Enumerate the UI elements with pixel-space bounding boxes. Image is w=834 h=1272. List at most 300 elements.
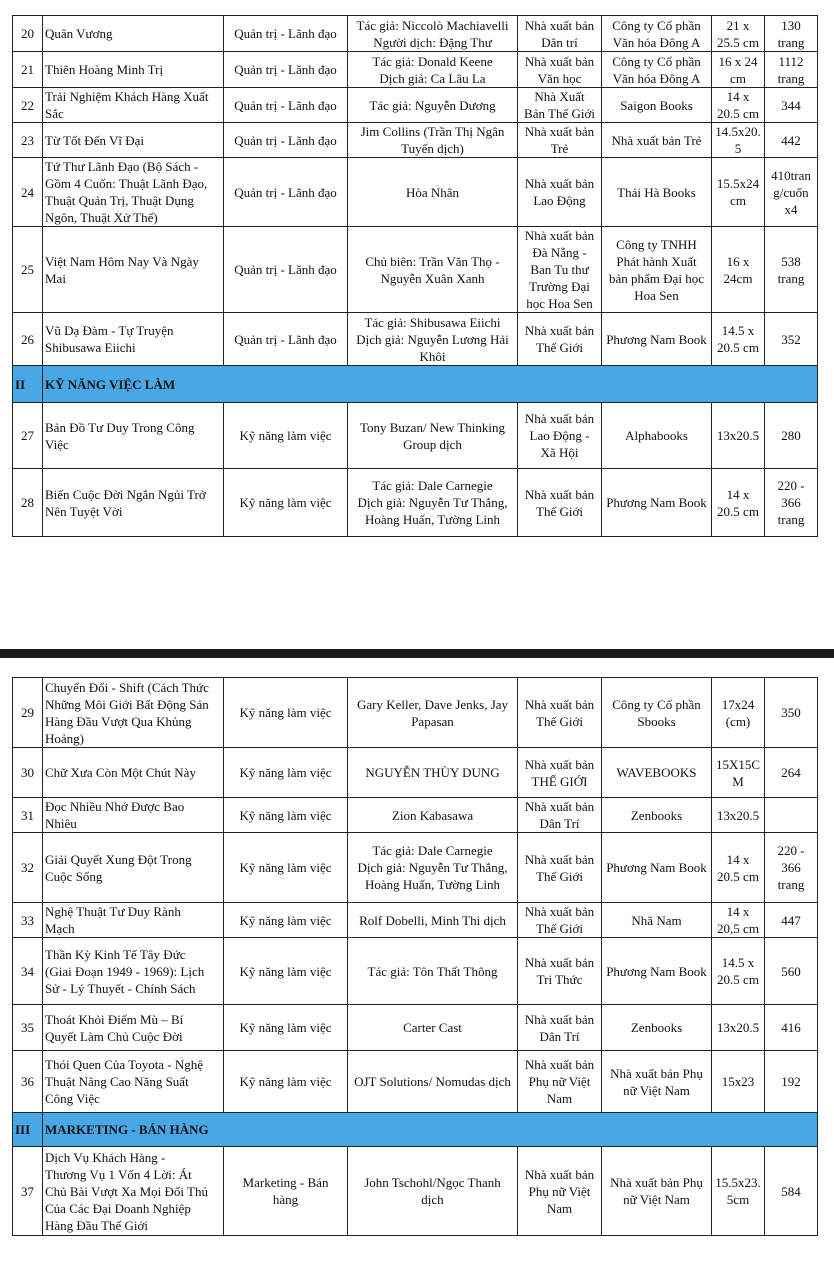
book-size-line: 15X15C [715, 756, 761, 772]
book-distributor-line: Hoa Sen [634, 287, 679, 303]
table-row [13, 88, 818, 123]
book-publisher-cell [518, 1051, 602, 1113]
book-title-line: Chữ Xưa Còn Một Chút Này [45, 765, 196, 780]
book-author-cell [348, 158, 518, 227]
book-size-line: 21 x [726, 17, 750, 33]
book-publisher-line: Xã Hội [540, 445, 579, 460]
book-distributor-line: Văn hóa Đông A [612, 34, 701, 50]
book-publisher-line: Nhà xuất bản [524, 411, 595, 426]
book-title-line: Bản Đồ Tư Duy Trong Công [45, 419, 195, 435]
book-publisher-cell [518, 833, 602, 903]
book-title-line: Chủ Bài Vượt Xa Mọi Đối Thủ [45, 1183, 208, 1199]
book-title-cell [43, 1147, 224, 1236]
book-size-cell [712, 16, 765, 52]
book-title-cell [43, 1051, 224, 1113]
book-pages-line: 366 [781, 495, 801, 510]
book-title-cell [43, 833, 224, 903]
book-author-line: Nguyễn Xuân Xanh [380, 270, 485, 286]
book-title-cell [43, 903, 224, 938]
book-pages-line: trang [777, 512, 805, 527]
book-distributor-cell [602, 123, 712, 158]
book-size-line: 14.5x20. [715, 124, 761, 139]
book-distributor-line: Nhà xuất bản Trẻ [611, 132, 702, 148]
book-author-cell [348, 1005, 518, 1051]
book-category-line: Quản trị - Lãnh đạo [234, 331, 337, 347]
book-publisher-line: Nhà xuất bản [524, 904, 595, 919]
book-publisher-line: Lao Động [533, 193, 586, 208]
book-category-line: Kỹ năng làm việc [239, 963, 332, 979]
book-author-line: Hoàng Huấn, Tường Linh [365, 877, 500, 892]
row-number: 37 [13, 1147, 43, 1236]
book-publisher-line: Dân trí [541, 34, 578, 50]
book-publisher-line: Nhà xuất bản [524, 486, 595, 502]
book-pages-cell [765, 52, 818, 88]
book-pages-cell [765, 938, 818, 1005]
book-publisher-line: Phụ nữ Việt [528, 1074, 591, 1089]
book-publisher-cell [518, 158, 602, 227]
book-title-line: Thoát Khỏi Điểm Mù – Bí [45, 1011, 184, 1027]
book-pages-line: trang [777, 70, 805, 86]
book-category-line: Kỹ năng làm việc [239, 765, 332, 780]
book-size-cell [712, 158, 765, 227]
book-pages-line: trang [777, 270, 805, 286]
book-size-line: 13x20.5 [716, 807, 760, 823]
book-title-line: Hàng Đầu Vượt Qua Khủng [45, 713, 192, 729]
book-distributor-cell [602, 833, 712, 903]
book-author-cell [348, 678, 518, 748]
book-category-line: Quản trị - Lãnh đạo [234, 97, 337, 113]
book-distributor-cell [602, 313, 712, 366]
book-publisher-line: Nhà Xuất [534, 89, 585, 104]
book-pages-line: 416 [781, 1020, 801, 1035]
book-title-line: Tứ Thư Lãnh Đạo (Bộ Sách - [45, 159, 199, 174]
book-size-line: cm [730, 70, 746, 86]
book-title-line: (Giai Đoạn 1949 - 1969): Lịch [45, 963, 205, 979]
book-size-line: 15x23 [721, 1074, 755, 1089]
book-publisher-line: Nhà xuất bản [524, 955, 595, 970]
book-category-cell [224, 938, 348, 1005]
book-pages-cell [765, 158, 818, 227]
book-distributor-line: Nhã Nam [631, 912, 682, 928]
book-publisher-line: Nhà xuất bản [524, 228, 595, 243]
book-pages-line: 447 [781, 912, 801, 928]
book-title-line: Hàng Đầu Thế Giới [45, 1217, 149, 1233]
book-author-line: Dịch giả: Nguyễn Lương Hải [356, 331, 509, 347]
book-author-line: Tác giả: Shibusawa Eiichi [364, 314, 501, 330]
book-author-line: NGUYỄN THÙY DUNG [365, 765, 500, 780]
book-size-line: 16 x 24 [718, 53, 758, 69]
book-distributor-cell [602, 52, 712, 88]
book-size-line: 14.5 x [721, 955, 755, 970]
book-size-line: 14 x [726, 89, 750, 104]
book-size-line: 5cm [726, 1192, 750, 1207]
book-category-line: Kỹ năng làm việc [239, 1074, 332, 1089]
book-pages-line: 192 [781, 1074, 801, 1089]
section-header-row [13, 1113, 818, 1147]
book-category-cell [224, 88, 348, 123]
book-title-line: Sắc [45, 106, 64, 121]
book-title-line: Quân Vương [45, 26, 113, 41]
book-category-line: hàng [272, 1192, 299, 1207]
table-body [13, 678, 818, 1236]
book-distributor-cell [602, 748, 712, 798]
book-distributor-cell [602, 1147, 712, 1236]
book-distributor-line: Zenbooks [630, 807, 683, 823]
book-author-line: Group dịch [403, 436, 462, 452]
book-pages-line: x4 [784, 201, 798, 217]
book-author-line: Khôi [419, 348, 446, 364]
book-pages-line: g/cuốn [773, 184, 809, 200]
book-category-line: Kỹ năng làm việc [239, 705, 332, 720]
book-size-cell [712, 798, 765, 833]
book-author-line: Tác giả: Nguyễn Dương [369, 97, 496, 113]
book-publisher-line: Lao Động - [529, 428, 590, 443]
book-title-cell [43, 798, 224, 833]
book-pages-line: 350 [781, 705, 801, 720]
book-author-line: Chủ biên: Trần Văn Thọ - [365, 253, 500, 269]
row-number: 21 [13, 52, 43, 88]
book-distributor-line: Phương Nam Book [606, 495, 707, 510]
book-size-line: 15.5x24 [716, 176, 760, 191]
book-title-line: Biến Cuộc Đời Ngắn Ngủi Trở [45, 486, 206, 502]
section-number: III [13, 1113, 43, 1147]
book-author-cell [348, 903, 518, 938]
book-size-cell [712, 678, 765, 748]
book-category-line: Kỹ năng làm việc [239, 807, 332, 823]
book-category-cell [224, 678, 348, 748]
book-publisher-line: Nhà xuất bản [524, 323, 595, 338]
book-title-line: Nhiêu [45, 816, 77, 831]
book-category-cell [224, 403, 348, 469]
book-author-line: Hòa Nhân [405, 184, 460, 200]
book-title-line: Của Các Đại Doanh Nghiệp [45, 1200, 191, 1216]
table-row [13, 469, 818, 537]
book-size-line: 20.5 cm [717, 503, 759, 519]
book-publisher-line: Đà Nẵng - [532, 245, 587, 260]
book-size-cell [712, 903, 765, 938]
book-title-cell [43, 938, 224, 1005]
book-author-line: Gary Keller, Dave Jenks, Jay [356, 696, 509, 712]
section-title: KỸ NĂNG VIỆC LÀM [43, 366, 818, 403]
book-publisher-line: Dân Trí [539, 1028, 580, 1044]
book-title-cell [43, 158, 224, 227]
book-pages-line: 560 [781, 963, 801, 979]
book-size-line: 14 x [726, 904, 750, 919]
book-title-line: Cuộc Sống [45, 868, 103, 884]
book-title-line: Thiên Hoàng Minh Trị [45, 62, 164, 77]
book-distributor-line: Phát hành Xuất [616, 253, 697, 269]
row-number: 20 [13, 16, 43, 52]
book-distributor-line: Công ty Cổ phần [612, 17, 701, 33]
book-pages-line: trang [777, 877, 805, 892]
row-number: 30 [13, 748, 43, 798]
book-size-line: 15.5x23. [715, 1175, 761, 1190]
book-distributor-line: Văn hóa Đông A [612, 70, 701, 86]
book-pages-cell [765, 748, 818, 798]
book-author-line: OJT Solutions/ Nomudas dịch [354, 1074, 511, 1089]
book-title-line: Vũ Dạ Đàm - Tự Truyện [45, 323, 174, 338]
table-row [13, 678, 818, 748]
book-author-line: Jim Collins (Trần Thị Ngân [360, 124, 505, 139]
book-title-cell [43, 1005, 224, 1051]
book-author-cell [348, 313, 518, 366]
book-distributor-cell [602, 227, 712, 313]
book-title-line: Thói Quen Của Toyota - Nghệ [45, 1057, 204, 1072]
book-title-line: Gồm 4 Cuốn: Thuật Lãnh Đạo, [45, 176, 208, 191]
book-title-line: Công Việc [45, 1091, 100, 1106]
book-author-line: Dịch giả: Nguyễn Tư Thắng, [357, 495, 508, 510]
book-size-line: 13x20.5 [716, 428, 760, 443]
book-pages-cell [765, 16, 818, 52]
book-title-line: Sử - Lý Thuyết - Chính Sách [45, 980, 196, 996]
book-pages-line: 538 [781, 253, 801, 269]
row-number: 31 [13, 798, 43, 833]
book-size-cell [712, 313, 765, 366]
book-distributor-cell [602, 403, 712, 469]
book-publisher-line: Văn học [537, 70, 582, 86]
book-author-cell [348, 16, 518, 52]
book-size-cell [712, 469, 765, 537]
book-title-cell [43, 88, 224, 123]
book-publisher-cell [518, 88, 602, 123]
book-category-line: Quản trị - Lãnh đạo [234, 262, 337, 277]
book-title-cell [43, 227, 224, 313]
book-pages-cell [765, 469, 818, 537]
section-number: II [13, 366, 43, 403]
book-distributor-line: Công ty Cổ phần [612, 53, 701, 69]
book-size-line: 17x24 [721, 696, 755, 712]
book-author-line: Dịch giả: Nguyễn Tư Thắng, [357, 860, 508, 875]
book-publisher-line: Nam [546, 1200, 573, 1216]
book-category-cell [224, 16, 348, 52]
book-title-line: Quyết Làm Chủ Cuộc Đời [45, 1028, 183, 1044]
book-pages-line: 344 [781, 97, 801, 113]
book-distributor-cell [602, 469, 712, 537]
book-category-line: Quản trị - Lãnh đạo [234, 184, 337, 200]
book-title-line: Thuật Quản Trị, Thuật Dụng [45, 193, 194, 208]
book-publisher-line: Tri Thức [536, 972, 583, 987]
book-publisher-line: Nhà xuất bản [524, 176, 595, 191]
book-category-cell [224, 1051, 348, 1113]
book-size-line: 20.5 cm [717, 868, 759, 884]
book-author-line: Dịch giả: Ca Lâu La [379, 70, 486, 86]
book-author-line: Tác giả: Tôn Thất Thông [367, 963, 498, 979]
book-title-line: Dịch Vụ Khách Hàng - [45, 1149, 166, 1165]
book-category-line: Kỹ năng làm việc [239, 860, 332, 875]
book-publisher-line: Ban Tu thư [530, 262, 589, 277]
row-number: 34 [13, 938, 43, 1005]
book-publisher-line: học Hoa Sen [526, 296, 593, 311]
book-category-cell [224, 123, 348, 158]
table-row [13, 1051, 818, 1113]
book-title-cell [43, 403, 224, 469]
book-pages-line: 352 [781, 331, 801, 347]
book-title-line: Shibusawa Eiichi [45, 340, 136, 355]
book-publisher-line: Nhà xuất bản [524, 756, 595, 772]
book-title-line: Đọc Nhiều Nhớ Được Bao [45, 799, 185, 814]
book-title-line: Mạch [45, 921, 75, 936]
table-row [13, 938, 818, 1005]
book-category-cell [224, 469, 348, 537]
book-author-line: Hoàng Huấn, Tường Linh [365, 512, 500, 527]
book-size-line: 5 [734, 141, 742, 156]
book-size-line: 14 x [726, 486, 750, 502]
book-publisher-line: Nhà xuất bản [524, 124, 595, 139]
book-size-cell [712, 123, 765, 158]
book-publisher-line: Nhà xuất bản [524, 851, 595, 867]
book-title-cell [43, 52, 224, 88]
book-size-cell [712, 748, 765, 798]
row-number: 32 [13, 833, 43, 903]
book-size-line: 20.5 cm [717, 972, 759, 987]
book-publisher-cell [518, 748, 602, 798]
book-publisher-cell [518, 52, 602, 88]
book-distributor-cell [602, 938, 712, 1005]
table-row [13, 903, 818, 938]
book-author-line: Người dịch: Đặng Thư [373, 34, 492, 50]
book-title-line: Ngôn, Thuật Xử Thế) [45, 210, 158, 225]
book-author-line: Tuyến dịch) [401, 141, 464, 156]
book-category-line: Quản trị - Lãnh đạo [234, 62, 337, 77]
book-author-line: Papasan [411, 713, 454, 729]
book-author-line: Rolf Dobelli, Minh Thi dịch [359, 912, 506, 928]
book-category-cell [224, 1005, 348, 1051]
book-distributor-line: Phương Nam Book [606, 963, 707, 979]
row-number: 33 [13, 903, 43, 938]
book-size-line: 20.5 cm [717, 106, 759, 121]
book-pages-line: 264 [781, 765, 801, 780]
book-publisher-line: Thế Giới [536, 503, 583, 519]
book-category-cell [224, 227, 348, 313]
book-distributor-line: Công ty TNHH [616, 236, 697, 252]
book-distributor-cell [602, 903, 712, 938]
book-pages-line: 442 [781, 132, 801, 148]
book-title-line: Chuyển Đổi - Shift (Cách Thức [45, 679, 209, 695]
table-row [13, 1147, 818, 1236]
book-size-line: 20.5 cm [717, 340, 759, 355]
book-table-page-1 [12, 15, 818, 537]
book-author-cell [348, 1051, 518, 1113]
book-publisher-line: Nhà xuất bản [524, 1057, 595, 1072]
book-title-cell [43, 16, 224, 52]
book-title-cell [43, 123, 224, 158]
book-publisher-line: Thế Giới [536, 340, 583, 355]
book-publisher-cell [518, 903, 602, 938]
book-pages-cell [765, 1051, 818, 1113]
book-category-cell [224, 798, 348, 833]
book-author-cell [348, 123, 518, 158]
book-category-cell [224, 52, 348, 88]
table-row [13, 227, 818, 313]
page-divider [0, 649, 834, 658]
table-row [13, 403, 818, 469]
row-number: 29 [13, 678, 43, 748]
table-row [13, 748, 818, 798]
book-publisher-cell [518, 938, 602, 1005]
book-publisher-cell [518, 313, 602, 366]
book-title-line: Những Môi Giới Bất Động Sản [45, 696, 209, 712]
book-size-cell [712, 1051, 765, 1113]
book-category-line: Marketing - Bán [242, 1175, 329, 1190]
book-category-line: Quản trị - Lãnh đạo [234, 26, 337, 41]
book-publisher-line: Thế Giới [536, 868, 583, 884]
book-publisher-line: Phụ nữ Việt [528, 1183, 591, 1199]
book-publisher-line: Dân Trí [539, 816, 580, 831]
book-title-cell [43, 678, 224, 748]
book-author-line: dịch [421, 1192, 444, 1207]
book-publisher-cell [518, 16, 602, 52]
book-distributor-cell [602, 88, 712, 123]
book-size-line: 13x20.5 [716, 1020, 760, 1035]
book-author-cell [348, 52, 518, 88]
book-distributor-cell [602, 678, 712, 748]
book-publisher-cell [518, 1005, 602, 1051]
book-title-line: Hoảng) [45, 730, 84, 746]
book-title-line: Việt Nam Hôm Nay Và Ngày [45, 253, 199, 269]
row-number: 36 [13, 1051, 43, 1113]
book-publisher-line: Nhà xuất bản [524, 53, 595, 69]
book-size-line: cm [730, 193, 746, 208]
book-author-line: Tony Buzan/ New Thinking [359, 419, 506, 435]
table-row [13, 833, 818, 903]
book-distributor-cell [602, 158, 712, 227]
book-size-cell [712, 227, 765, 313]
book-author-cell [348, 938, 518, 1005]
book-size-cell [712, 1005, 765, 1051]
book-size-cell [712, 88, 765, 123]
book-distributor-line: Nhà xuất bản Phụ [610, 1175, 703, 1190]
book-publisher-cell [518, 1147, 602, 1236]
book-distributor-line: Sbooks [637, 713, 676, 729]
book-size-line: 25.5 cm [717, 34, 759, 50]
section-title: MARKETING - BÁN HÀNG [43, 1113, 818, 1147]
book-pages-cell [765, 403, 818, 469]
book-category-line: Quản trị - Lãnh đạo [234, 132, 337, 148]
book-title-line: Nghệ Thuật Tư Duy Rành [45, 904, 181, 919]
book-pages-cell [765, 798, 818, 833]
row-number: 24 [13, 158, 43, 227]
table-row [13, 798, 818, 833]
book-author-cell [348, 1147, 518, 1236]
book-title-cell [43, 469, 224, 537]
book-title-line: Mai [45, 270, 66, 286]
row-number: 23 [13, 123, 43, 158]
book-publisher-cell [518, 678, 602, 748]
book-category-line: Kỹ năng làm việc [239, 428, 332, 443]
book-pages-line: 584 [781, 1183, 801, 1199]
book-publisher-line: Thế Giới [536, 921, 583, 936]
table-row [13, 158, 818, 227]
book-category-cell [224, 313, 348, 366]
book-publisher-line: Nam [546, 1091, 573, 1106]
book-title-line: Thuật Nâng Cao Năng Suất [45, 1074, 189, 1089]
row-number: 22 [13, 88, 43, 123]
book-distributor-line: Công ty Cổ phần [612, 696, 701, 712]
book-publisher-line: Bản Thế Giới [524, 106, 595, 121]
book-publisher-line: Nhà xuất bản [524, 696, 595, 712]
book-pages-cell [765, 1005, 818, 1051]
table-row [13, 16, 818, 52]
book-author-cell [348, 88, 518, 123]
book-publisher-line: Nhà xuất bản [524, 1011, 595, 1027]
book-size-line: 24cm [723, 270, 753, 286]
book-size-line: 20,5 cm [717, 921, 759, 936]
book-distributor-cell [602, 1051, 712, 1113]
book-publisher-cell [518, 227, 602, 313]
book-author-line: Tác giả: Niccolò Machiavelli [356, 17, 509, 33]
book-title-line: Trải Nghiệm Khách Hàng Xuất [45, 89, 209, 104]
book-size-line: 14.5 x [721, 323, 755, 338]
